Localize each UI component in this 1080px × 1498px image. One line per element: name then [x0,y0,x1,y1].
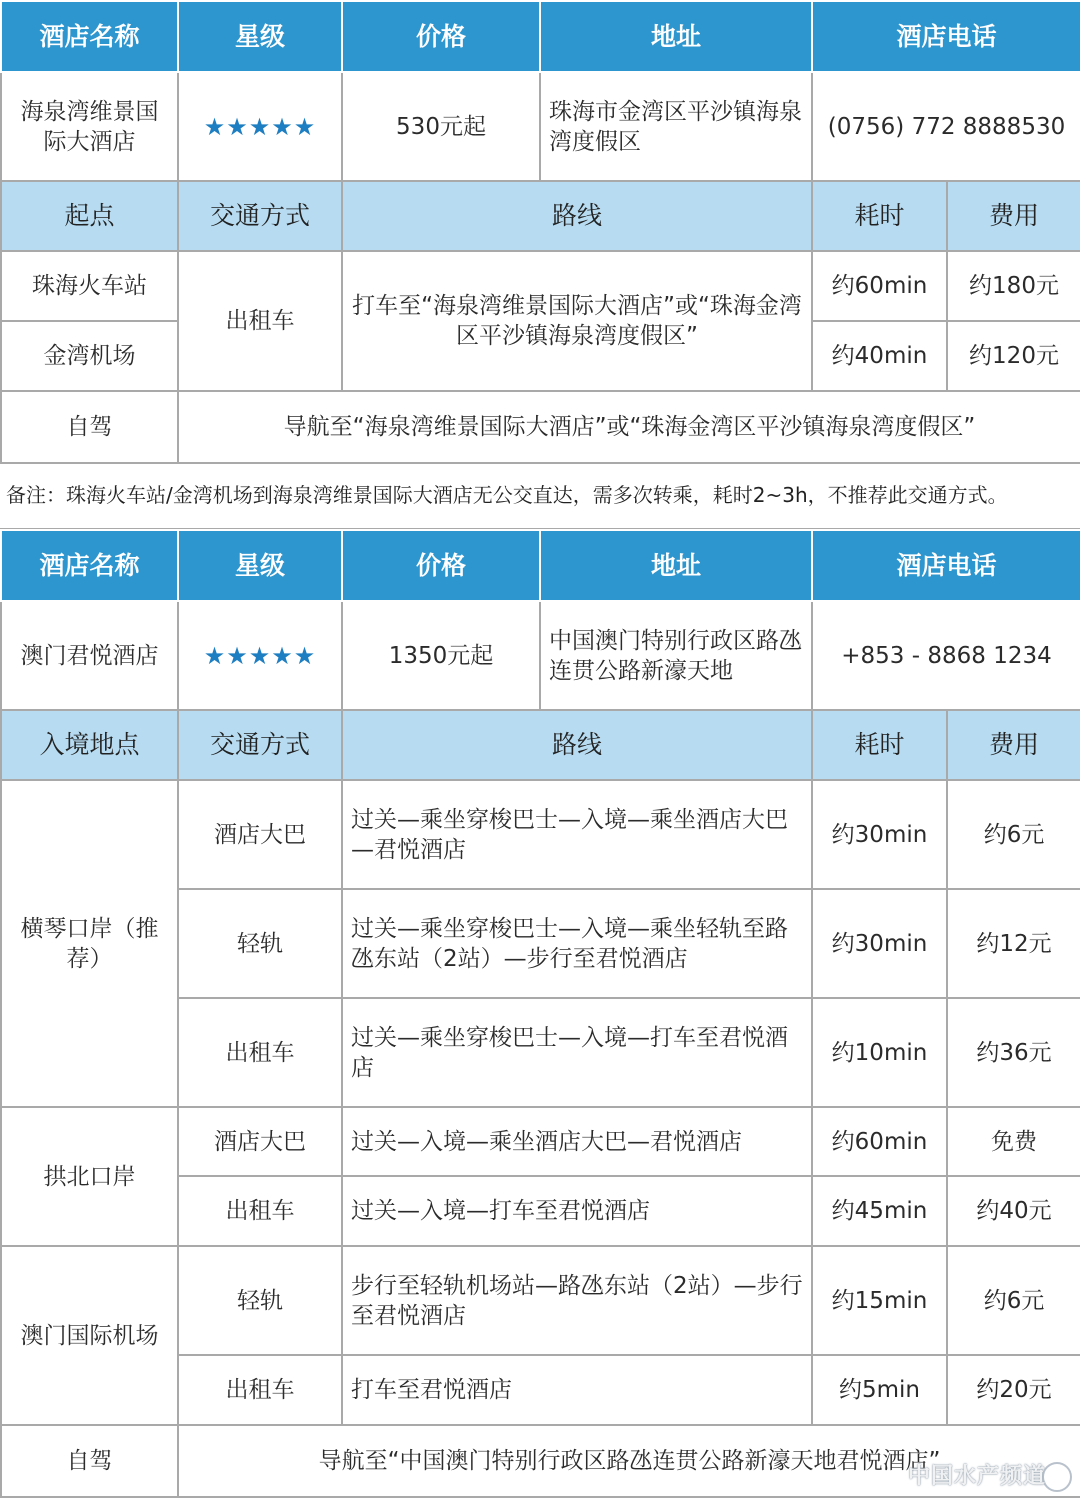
table2-hotel-row [1,601,1080,710]
route-cell: 过关—入境—乘坐酒店大巴—君悦酒店 [342,1107,812,1176]
header-hotel-name: 酒店名称 [1,530,178,601]
time-cell: 约15min [812,1246,947,1355]
hotel-phone: (0756) 772 8888530 [812,72,1080,181]
header-address: 地址 [540,1,812,72]
subheader-time: 耗时 [812,710,947,780]
table-row [1,1107,1080,1176]
entry-point-cell: 拱北口岸 [1,1107,178,1246]
route-cell: 打车至君悦酒店 [342,1355,812,1425]
subheader-time: 耗时 [812,181,947,251]
mode-cell: 酒店大巴 [178,780,342,889]
table2-header-row [1,530,1080,601]
watermark-globe-icon [1042,1462,1072,1492]
cost-cell: 约36元 [947,998,1080,1107]
subheader-mode: 交通方式 [178,710,342,780]
hotel-address: 中国澳门特别行政区路氹连贯公路新濠天地 [540,601,812,710]
remark-note: 备注：珠海火车站/金湾机场到海泉湾维景国际大酒店无公交直达，需多次转乘，耗时2~3h，不推荐此交通方式。 [0,462,1080,530]
header-star: 星级 [178,530,342,601]
table2-subheader-row [1,710,1080,780]
hotel-name: 海泉湾维景国际大酒店 [1,72,178,181]
star-rating: ★★★★★ [178,601,342,710]
cost-cell: 约6元 [947,780,1080,889]
subheader-mode: 交通方式 [178,181,342,251]
header-hotel-name: 酒店名称 [1,1,178,72]
route-cell: 过关—入境—打车至君悦酒店 [342,1176,812,1246]
time-cell: 约10min [812,998,947,1107]
subheader-cost: 费用 [947,710,1080,780]
table1-hotel-row [1,72,1080,181]
time-cell: 约45min [812,1176,947,1246]
header-phone: 酒店电话 [812,530,1080,601]
mode-cell: 轻轨 [178,1246,342,1355]
time-cell: 约30min [812,780,947,889]
table-row [1,251,1080,321]
self-drive-label: 自驾 [1,1425,178,1497]
mode-cell: 轻轨 [178,889,342,998]
mode-cell: 出租车 [178,1355,342,1425]
self-drive-route: 导航至“海泉湾维景国际大酒店”或“珠海金湾区平沙镇海泉湾度假区” [178,391,1080,463]
subheader-origin: 起点 [1,181,178,251]
hotel-phone: +853 - 8868 1234 [812,601,1080,710]
table1-header-row [1,1,1080,72]
header-price: 价格 [342,530,540,601]
header-address: 地址 [540,530,812,601]
table-row [1,1246,1080,1355]
time-cell: 约60min [812,251,947,321]
hotel2-table [0,529,1080,1498]
cost-cell: 约40元 [947,1176,1080,1246]
cost-cell: 约180元 [947,251,1080,321]
time-cell: 约40min [812,321,947,391]
hotel-address: 珠海市金湾区平沙镇海泉湾度假区 [540,72,812,181]
origin-cell: 珠海火车站 [1,251,178,321]
table1-subheader-row [1,181,1080,251]
route-cell: 过关—乘坐穿梭巴士—入境—乘坐酒店大巴—君悦酒店 [342,780,812,889]
mode-cell: 酒店大巴 [178,1107,342,1176]
watermark: 中国水产频道 [907,1464,1046,1489]
route-cell: 打车至“海泉湾维景国际大酒店”或“珠海金湾区平沙镇海泉湾度假区” [342,251,812,391]
entry-point-cell: 横琴口岸（推荐） [1,780,178,1107]
entry-point-cell: 澳门国际机场 [1,1246,178,1425]
time-cell: 约5min [812,1355,947,1425]
route-cell: 过关—乘坐穿梭巴士—入境—打车至君悦酒店 [342,998,812,1107]
header-price: 价格 [342,1,540,72]
subheader-cost: 费用 [947,181,1080,251]
header-star: 星级 [178,1,342,72]
mode-cell: 出租车 [178,251,342,391]
cost-cell: 约120元 [947,321,1080,391]
hotel-price: 530元起 [342,72,540,181]
subheader-route: 路线 [342,181,812,251]
mode-cell: 出租车 [178,998,342,1107]
origin-cell: 金湾机场 [1,321,178,391]
time-cell: 约60min [812,1107,947,1176]
route-cell: 过关—乘坐穿梭巴士—入境—乘坐轻轨至路氹东站（2站）—步行至君悦酒店 [342,889,812,998]
subheader-origin: 入境地点 [1,710,178,780]
mode-cell: 出租车 [178,1176,342,1246]
hotel1-table [0,0,1080,464]
self-drive-label: 自驾 [1,391,178,463]
self-drive-row [1,391,1080,463]
star-rating: ★★★★★ [178,72,342,181]
hotel-name: 澳门君悦酒店 [1,601,178,710]
subheader-route: 路线 [342,710,812,780]
table-row [1,780,1080,889]
header-phone: 酒店电话 [812,1,1080,72]
cost-cell: 约20元 [947,1355,1080,1425]
cost-cell: 约6元 [947,1246,1080,1355]
hotel-price: 1350元起 [342,601,540,710]
time-cell: 约30min [812,889,947,998]
cost-cell: 免费 [947,1107,1080,1176]
self-drive-route: 导航至“中国澳门特别行政区路氹连贯公路新濠天地君悦酒店” [178,1425,1080,1497]
route-cell: 步行至轻轨机场站—路氹东站（2站）—步行至君悦酒店 [342,1246,812,1355]
cost-cell: 约12元 [947,889,1080,998]
